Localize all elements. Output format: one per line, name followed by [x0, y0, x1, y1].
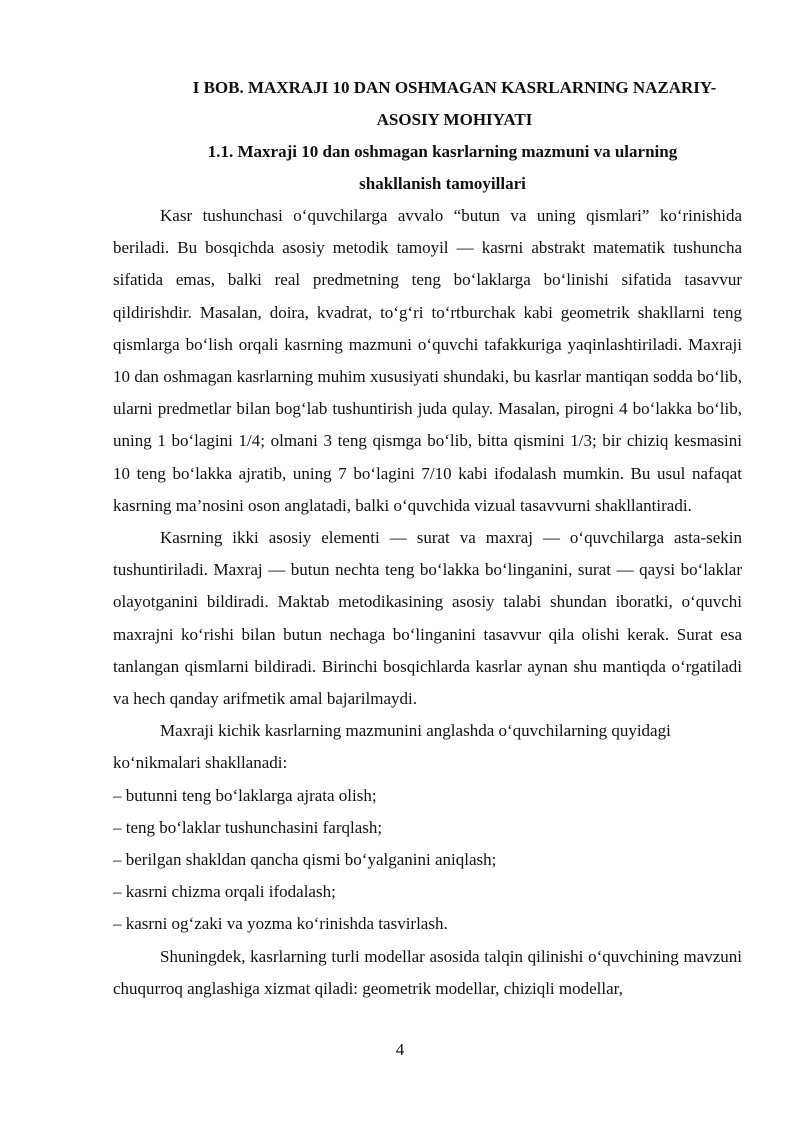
page-number: 4 [395, 1040, 405, 1059]
section-title-line2: shakllanish tamoyillari [359, 174, 526, 193]
list-item: – berilgan shakldan qancha qismi bo‘yalganini aniqlash; [113, 850, 497, 870]
list-item: – kasrni chizma orqali ifodalash; [113, 882, 336, 902]
chapter-title-line1: I BOB. MAXRAJI 10 DAN OSHMAGAN KASRLARNING NAZARIY- [192, 78, 717, 97]
paragraph-2: Kasrning ikki asosiy elementi — surat va maxraj — o‘quvchilarga asta-sekin tushuntiriladi. Maxraj — butun nechta teng bo‘lakka bo‘linganini, surat — qaysi bo‘laklar olayotganini bildiradi. Maktab metodikasining asosiy talabi shundan iboratki, o‘quvchi maxrajni ko‘rishi bilan butun nechaga bo‘linganini tasavvur qila olishi kerak. Surat esa tanlangan qismlarni bildiradi. Birinchi bosqichlarda kasrlar aynan shu mantiqda o‘rgatiladi va hech qanday arifmetik amal bajarilmaydi. [113, 528, 742, 709]
chapter-title-line2: ASOSIY MOHIYATI [376, 110, 533, 129]
list-item: – teng bo‘laklar tushunchasini farqlash; [113, 817, 383, 837]
section-title-line1: 1.1. Maxraji 10 dan oshmagan kasrlarning mazmuni va ularning [207, 142, 678, 161]
list-item: – butunni teng bo‘laklarga ajrata olish; [113, 785, 377, 805]
list-item: – kasrni og‘zaki va yozma ko‘rinishda tasvirlash. [113, 914, 448, 934]
paragraph-final: Shuningdek, kasrlarning turli modellar asosida talqin qilinishi o‘quvchining mavzuni chuqurroq anglashiga xizmat qiladi: geometrik modellar, chiziqli modellar, [113, 946, 742, 998]
skills-list [113, 780, 742, 941]
page-body [113, 72, 742, 1005]
paragraph-3: Maxraji kichik kasrlarning mazmunini anglashda o‘quvchilarning quyidagi ko‘nikmalari shakllanadi: [113, 721, 671, 773]
paragraph-1: Kasr tushunchasi o‘quvchilarga avvalo “butun va uning qismlari” ko‘rinishida beriladi. Bu bosqichda asosiy metodik tamoyil — kasrni abstrakt matematik tushuncha sifatida emas, balki real predmetning teng bo‘laklarga bo‘linishi sifatida tasavvur qildirishdir. Masalan, doira, kvadrat, to‘g‘ri to‘rtburchak kabi geometrik shakllarni teng qismlarga bo‘lish orqali kasrning mazmuni o‘quvchi tafakkuriga yaqinlashtiriladi. Maxraji 10 dan oshmagan kasrlarning muhim xususiyati shundaki, bu kasrlar mantiqan sodda bo‘lib, ularni predmetlar bilan bog‘lab tushuntirish juda qulay. Masalan, pirogni 4 bo‘lakka bo‘lib, uning 1 bo‘lagini 1/4; olmani 3 teng qismga bo‘lib, bitta qismini 1/3; bir chiziq kesmasini 10 teng bo‘lakka ajratib, uning 7 bo‘lagini 7/10 kabi ifodalash mumkin. Bu usul nafaqat kasrning ma’nosini oson anglatadi, balki o‘quvchida vizual tasavvurni shakllantiradi. [113, 206, 742, 515]
